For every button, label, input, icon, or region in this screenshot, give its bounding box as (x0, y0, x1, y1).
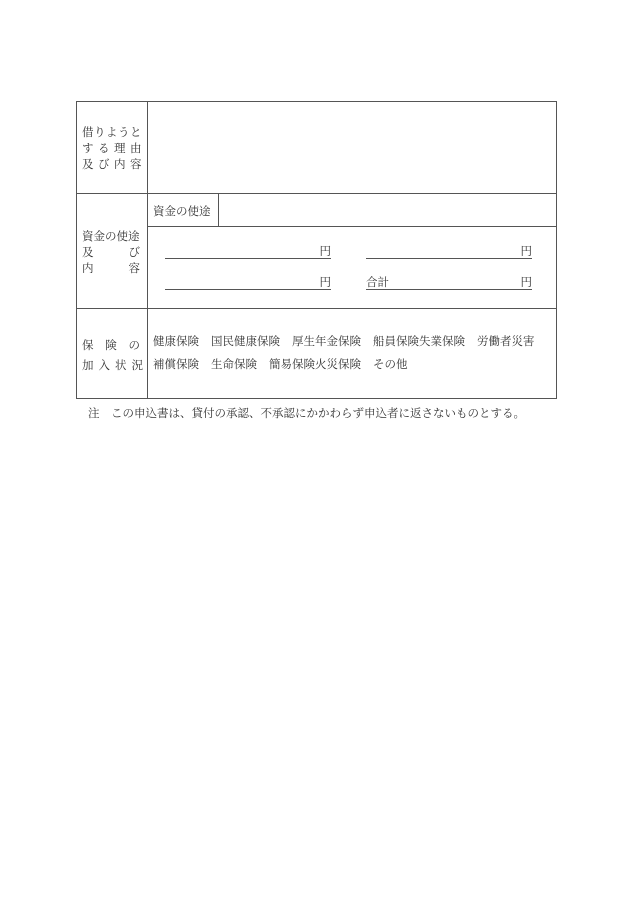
insurance-label-line-1: 保 険 の (82, 338, 140, 352)
insurance-option-postal-fire[interactable]: 簡易保険火災保険 (269, 357, 361, 371)
insurance-options-line-1 (153, 333, 535, 349)
funds-label-line-1: 資金の使途 (82, 229, 140, 243)
amount-field-1[interactable] (165, 243, 331, 259)
reason-label-line-1: 借りようと (82, 125, 142, 139)
amount-underline-1 (165, 258, 331, 259)
amount-total-unit: 円 (520, 275, 532, 289)
footnote: 注 この申込書は、貸付の承認、不承認にかかわらず申込者に返さないものとする。 (88, 406, 525, 420)
insurance-label (82, 337, 148, 373)
amount-total-underline (366, 289, 532, 290)
table-border-right (556, 101, 557, 399)
insurance-option-health[interactable]: 健康保険 (153, 334, 199, 348)
insurance-option-other[interactable]: その他 (373, 357, 408, 371)
reason-input-area[interactable] (148, 102, 556, 193)
amount-field-3[interactable] (165, 274, 331, 290)
amount-unit-1: 円 (319, 244, 331, 258)
amount-underline-3 (165, 289, 331, 290)
insurance-option-national-health[interactable]: 国民健康保険 (211, 334, 280, 348)
amount-unit-3: 円 (319, 275, 331, 289)
funds-subrow-divider (147, 226, 557, 227)
row-divider-2 (76, 308, 557, 309)
insurance-options-line-2 (153, 356, 408, 372)
insurance-option-seamen[interactable]: 船員保険失業保険 (373, 334, 465, 348)
amount-total-field[interactable] (366, 274, 532, 290)
insurance-option-workers-accident[interactable]: 労働者災害 (477, 334, 535, 348)
total-label: 合計 (366, 275, 389, 289)
funds-label (82, 228, 140, 276)
insurance-label-line-2: 加入状況 (82, 358, 148, 372)
amount-underline-2 (366, 258, 532, 259)
insurance-option-life[interactable]: 生命保険 (211, 357, 257, 371)
amount-field-2[interactable] (366, 243, 532, 259)
amount-unit-2: 円 (520, 244, 532, 258)
funds-usage-input[interactable] (219, 194, 556, 226)
reason-label-line-2: する理由 (82, 141, 146, 155)
funds-usage-label: 資金の使途 (153, 204, 211, 218)
table-border-left (76, 101, 77, 399)
table-border-bottom (76, 398, 557, 399)
reason-label (82, 124, 146, 172)
insurance-option-workers-accident-cont[interactable]: 補償保険 (153, 357, 199, 371)
funds-label-line-2: 及 び (82, 245, 140, 259)
funds-label-line-3: 内 容 (82, 261, 140, 275)
reason-label-line-3: 及び内容 (82, 157, 146, 171)
insurance-option-welfare-pension[interactable]: 厚生年金保険 (292, 334, 361, 348)
